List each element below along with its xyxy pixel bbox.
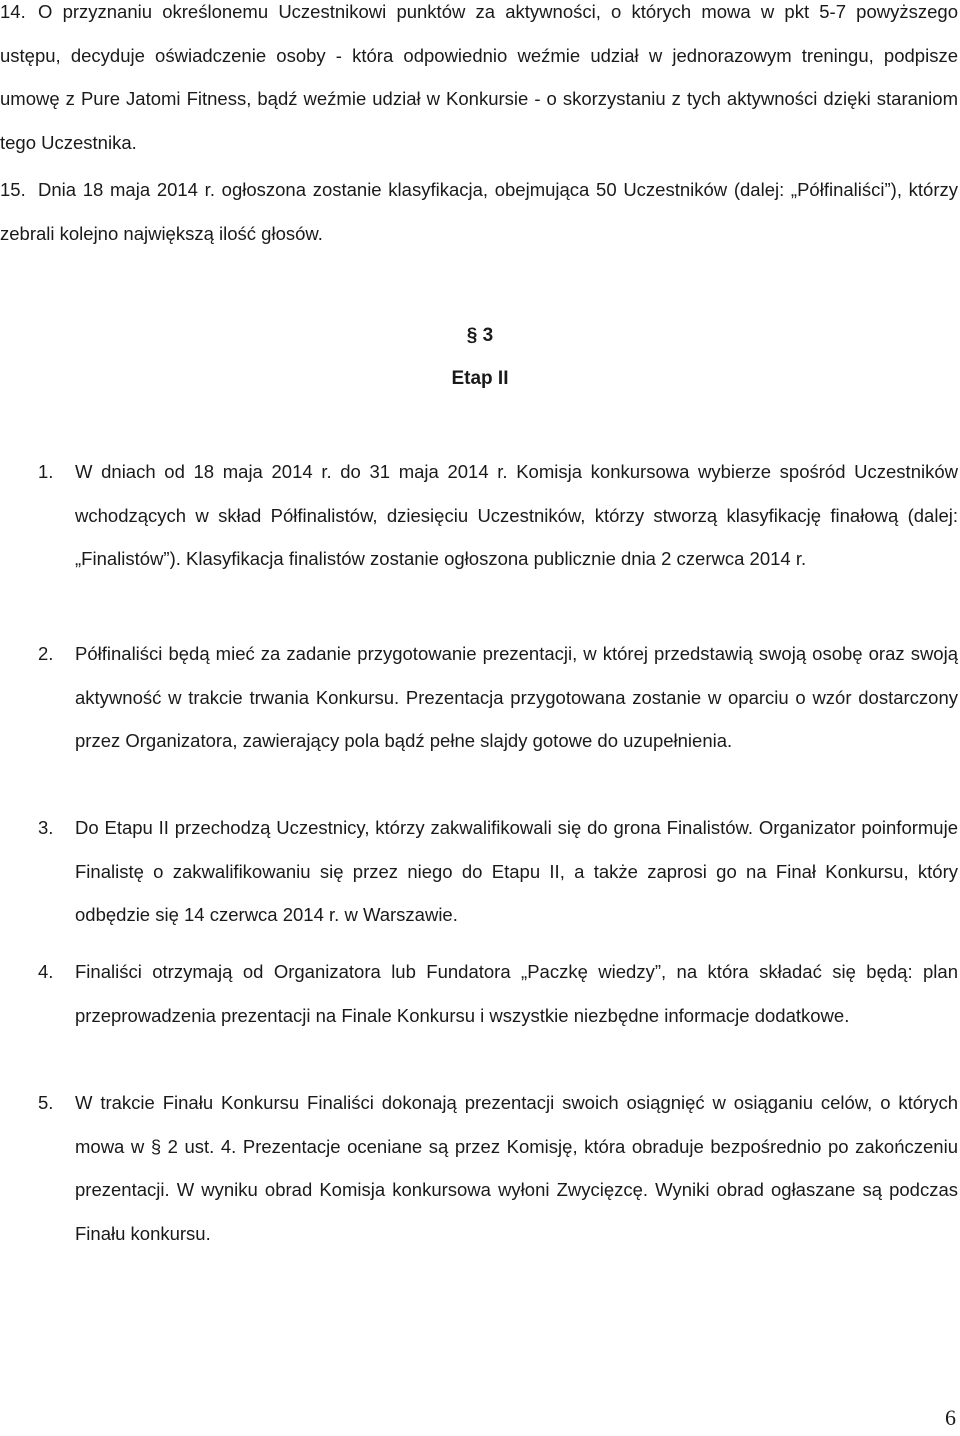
list-item-number: 5. — [38, 1092, 54, 1113]
list-item-text: W trakcie Finału Konkursu Finaliści dokonają prezentacji swoich osiągnięć w osiąganiu celów, o których mowa w § 2 ust. 4. Prezentacje oceniane są przez Komisję, która obraduje bezpośrednio po zakończeniu prezentacji. W wyniku obrad Komisja konkursowa wyłoni Zwycięzcę. Wyniki obrad ogłaszane są podczas Finału konkursu. — [75, 1092, 958, 1245]
list-item-3 — [38, 806, 958, 937]
paragraph-15 — [0, 168, 958, 255]
list-item-number: 3. — [38, 817, 54, 838]
page-number: 6 — [945, 1405, 956, 1430]
list-item-5 — [38, 1081, 958, 1256]
section-symbol: § 3 — [466, 325, 494, 346]
paragraph-text: O przyznaniu określonemu Uczestnikowi punktów za aktywności, o których mowa w pkt 5-7 powyższego ustępu, decyduje oświadczenie osoby - która odpowiednio weźmie udział w jednorazowym treningu, podpisze umowę z Pure Jatomi Fitness, bądź weźmie udział w Konkursie - o skorzystaniu z tych aktywności dzięki staraniom tego Uczestnika. — [0, 1, 958, 154]
list-item-text: Finaliści otrzymają od Organizatora lub Fundatora „Paczkę wiedzy”, na która składać się będą: plan przeprowadzenia prezentacji na Finale Konkursu i wszystkie niezbędne informacje dodatkowe. — [75, 961, 958, 1026]
list-item-text: Półfinaliści będą mieć za zadanie przygotowanie prezentacji, w której przedstawią swoją osobę oraz swoją aktywność w trakcie trwania Konkursu. Prezentacja przygotowana zostanie w oparciu o wzór dostarczony przez Organizatora, zawierający pola bądź pełne slajdy gotowe do uzupełnienia. — [75, 643, 958, 752]
list-item-2 — [38, 632, 958, 763]
paragraph-14 — [0, 0, 958, 165]
paragraph-number: 14. — [0, 1, 26, 22]
list-item-number: 2. — [38, 643, 54, 664]
list-item-text: Do Etapu II przechodzą Uczestnicy, którzy zakwalifikowali się do grona Finalistów. Organizator poinformuje Finalistę o zakwalifikowaniu się przez niego do Etapu II, a także zaprosi go na Finał Konkursu, który odbędzie się 14 czerwca 2014 r. w Warszawie. — [75, 817, 958, 926]
list-item-number: 1. — [38, 461, 54, 482]
list-item-4 — [38, 950, 958, 1037]
list-item-number: 4. — [38, 961, 54, 982]
paragraph-text: Dnia 18 maja 2014 r. ogłoszona zostanie klasyfikacja, obejmująca 50 Uczestników (dalej: „Półfinaliści”), którzy zebrali kolejno największą ilość głosów. — [0, 179, 958, 244]
section-title: Etap II — [451, 368, 509, 389]
list-item-1 — [38, 450, 958, 581]
paragraph-number: 15. — [0, 179, 26, 200]
list-item-text: W dniach od 18 maja 2014 r. do 31 maja 2014 r. Komisja konkursowa wybierze spośród Uczestników wchodzących w skład Półfinalistów, dziesięciu Uczestników, którzy stworzą klasyfikację finałową (dalej: „Finalistów”). Klasyfikacja finalistów zostanie ogłoszona publicznie dnia 2 czerwca 2014 r. — [75, 461, 958, 570]
